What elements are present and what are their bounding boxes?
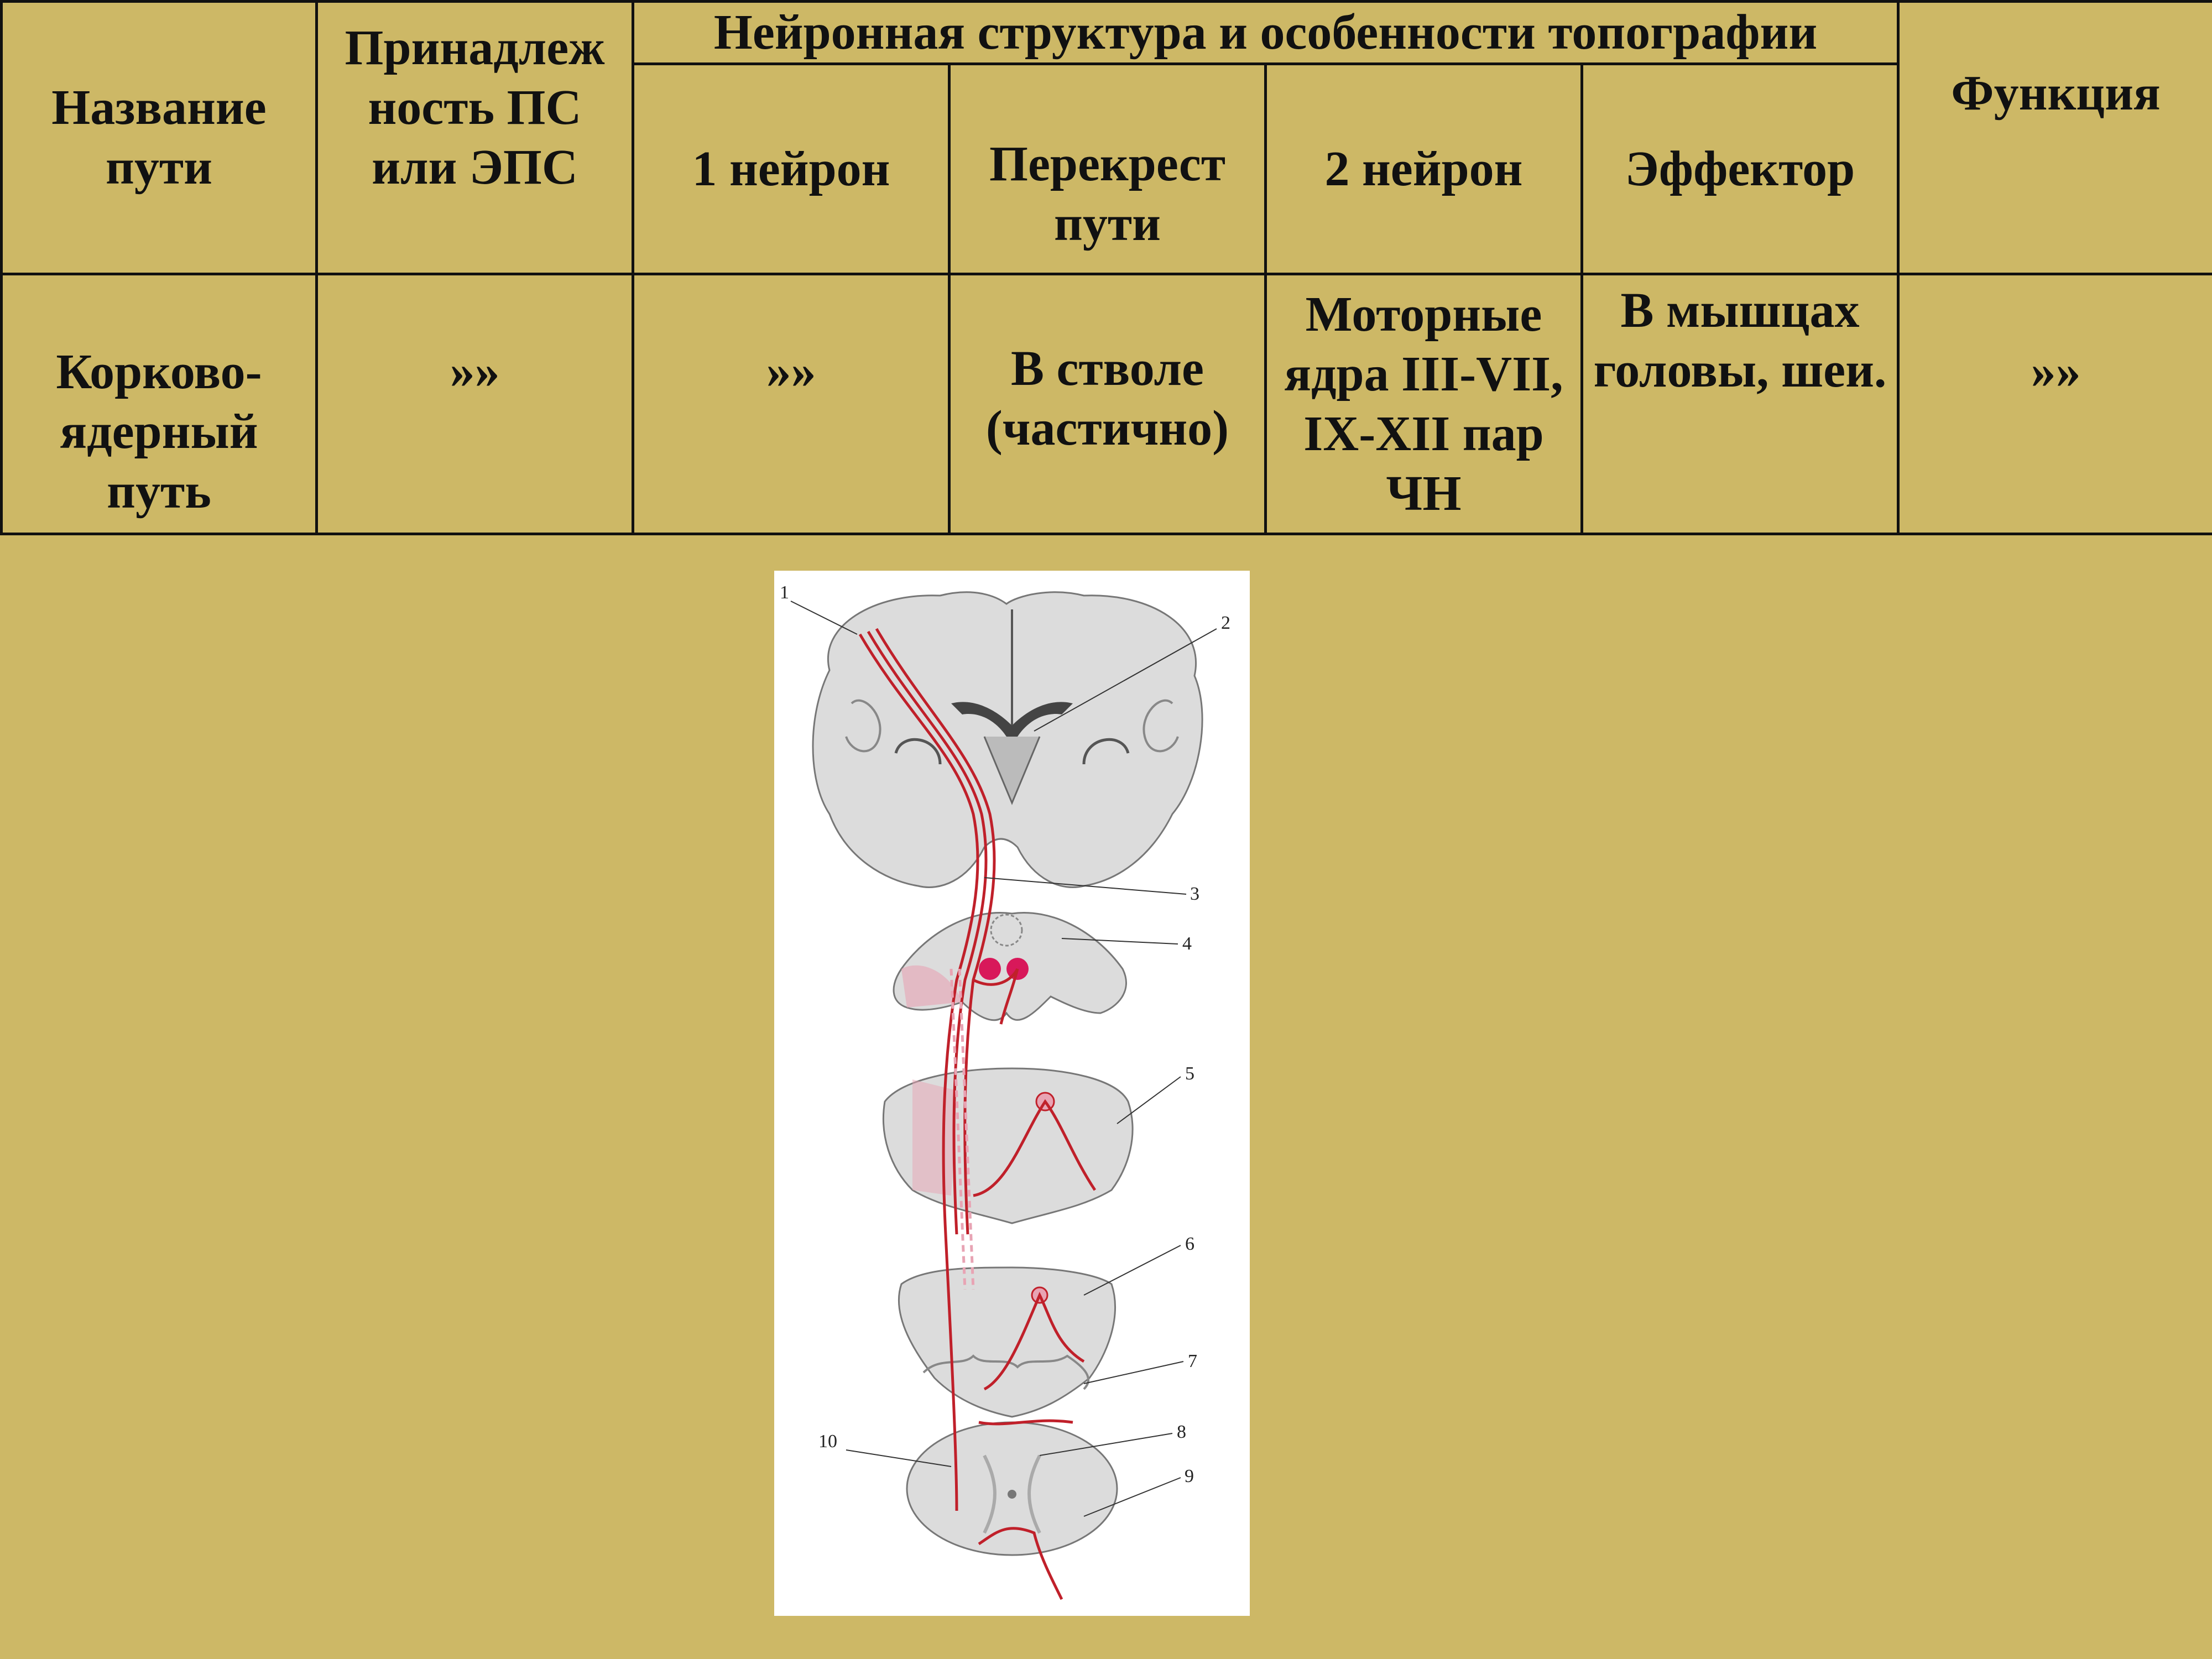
label-5: 5 xyxy=(1185,1063,1194,1084)
cell-crossing: В стволе (частично) xyxy=(950,274,1266,534)
cell-effector: В мышцах головы, шеи. xyxy=(1582,274,1898,534)
header-neuron1: 1 нейрон xyxy=(633,64,950,274)
medulla-section xyxy=(899,1267,1115,1417)
midbrain-section xyxy=(894,912,1126,1020)
label-1: 1 xyxy=(780,582,789,603)
header-name: Название пути xyxy=(2,2,317,274)
corticonuclear-tract-diagram xyxy=(774,571,1250,1616)
header-effector: Эффектор xyxy=(1582,64,1898,274)
header-neuron2: 2 нейрон xyxy=(1266,64,1582,274)
table-row xyxy=(2,274,2212,534)
cell-name: Корково-ядерный путь xyxy=(2,274,317,534)
header-structure-group: Нейронная структура и особенности топографии xyxy=(633,2,1898,64)
pons-section xyxy=(883,1068,1133,1223)
label-2: 2 xyxy=(1221,613,1230,633)
spinal-cord-section xyxy=(907,1422,1117,1555)
label-9: 9 xyxy=(1185,1466,1194,1486)
diagram-svg xyxy=(774,571,1250,1616)
label-4: 4 xyxy=(1182,933,1192,954)
label-7: 7 xyxy=(1188,1351,1197,1371)
header-belonging: Принадлеж ность ПС или ЭПС xyxy=(317,2,633,274)
label-10: 10 xyxy=(818,1431,837,1452)
cell-neuron1: »» xyxy=(633,274,950,534)
cell-neuron2: Моторные ядра III-VII, IX-XII пар ЧН xyxy=(1266,274,1582,534)
cell-belonging: »» xyxy=(317,274,633,534)
header-function: Функция xyxy=(1898,2,2212,274)
header-crossing: Перекрест пути xyxy=(950,64,1266,274)
pathways-table xyxy=(0,0,2212,535)
label-6: 6 xyxy=(1185,1234,1194,1254)
cell-function: »» xyxy=(1898,274,2212,534)
label-8: 8 xyxy=(1177,1422,1186,1442)
label-3: 3 xyxy=(1190,884,1199,904)
table-header-row-1 xyxy=(2,2,2212,64)
